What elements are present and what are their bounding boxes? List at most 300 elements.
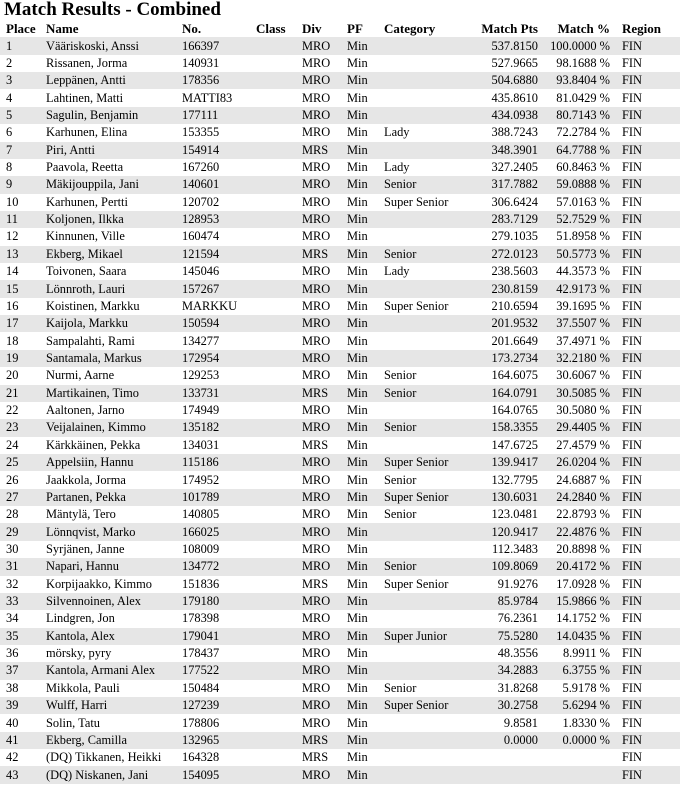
cell-category	[384, 437, 466, 454]
cell-no: 174952	[182, 472, 220, 487]
cell-match-pct: 100.0000 %	[538, 37, 618, 54]
cell-class	[256, 159, 302, 176]
cell-class	[256, 732, 302, 749]
cell-category	[384, 55, 466, 72]
cell-name: Veijalainen, Kimmo	[46, 419, 182, 436]
cell-match-pct: 57.0163 %	[556, 194, 610, 209]
cell-pf: Min	[347, 333, 368, 348]
cell-class	[256, 437, 302, 454]
cell-name: Syrjänen, Janne	[46, 541, 125, 556]
table-row	[0, 593, 680, 610]
cell-pf: Min	[347, 523, 384, 540]
cell-class	[256, 37, 302, 54]
cell-name: Wulff, Harri	[46, 697, 182, 714]
cell-category: Super Senior	[384, 697, 466, 714]
cell-region: FIN	[618, 37, 680, 54]
table-row	[0, 246, 680, 263]
table-row	[0, 176, 680, 193]
cell-region: FIN	[618, 246, 680, 263]
table-row	[0, 419, 680, 436]
column-header-pf: PF	[347, 20, 363, 36]
cell-match-pts: 327.2405	[491, 160, 538, 175]
cell-no: 101789	[182, 489, 256, 506]
cell-pf: Min	[347, 55, 368, 70]
cell-match-pct: 37.5507 %	[538, 315, 618, 332]
cell-match-pct: 17.0928 %	[556, 576, 610, 591]
cell-div: MRO	[302, 315, 347, 332]
cell-pf: Min	[347, 229, 368, 244]
cell-class	[256, 72, 302, 89]
cell-match-pts: 9.8581	[503, 715, 538, 730]
cell-match-pct: 29.4405 %	[538, 419, 618, 436]
cell-match-pct: 60.8463 %	[556, 160, 610, 175]
cell-match-pts: 120.9417	[466, 523, 538, 540]
cell-category	[384, 523, 466, 540]
cell-place: 33	[0, 593, 46, 610]
cell-match-pts: 158.3355	[466, 419, 538, 436]
cell-no: 174949	[182, 403, 220, 418]
cell-category: Senior	[384, 472, 417, 487]
cell-class	[256, 576, 302, 593]
cell-div: MRO	[302, 593, 347, 610]
cell-no: 127239	[182, 697, 256, 714]
cell-place: 28	[6, 507, 19, 522]
cell-no: 177111	[182, 107, 256, 124]
cell-div: MRO	[302, 523, 347, 540]
table-row	[0, 72, 680, 89]
cell-place: 31	[0, 558, 46, 575]
cell-class	[256, 142, 302, 159]
cell-region: FIN	[618, 697, 680, 714]
cell-no: MATTI83	[182, 90, 233, 105]
cell-region: FIN	[622, 160, 642, 175]
cell-no: 178806	[182, 715, 220, 730]
column-header-name: Name	[46, 20, 79, 36]
cell-no: 179180	[182, 593, 256, 610]
cell-pf: Min	[347, 298, 368, 313]
cell-class	[256, 697, 302, 714]
cell-div: MRO	[302, 125, 331, 140]
cell-class	[256, 107, 302, 124]
cell-div: MRO	[302, 611, 331, 626]
table-row	[0, 124, 680, 141]
cell-name: Karhunen, Elina	[46, 125, 128, 140]
cell-match-pts: 434.0938	[466, 107, 538, 124]
cell-pf: Min	[347, 715, 368, 730]
cell-place: 19	[0, 350, 46, 367]
cell-place: 39	[0, 697, 46, 714]
table-row	[0, 489, 680, 506]
cell-class	[256, 628, 302, 645]
cell-class	[256, 176, 302, 193]
cell-match-pts: 139.9417	[466, 454, 538, 471]
cell-region: FIN	[618, 280, 680, 297]
table-row	[0, 107, 680, 124]
cell-class	[256, 766, 302, 783]
cell-name: Kantola, Alex	[46, 628, 182, 645]
cell-name: Mäntylä, Tero	[46, 507, 116, 522]
table-row	[0, 645, 680, 662]
cell-match-pct: 30.5085 %	[538, 385, 618, 402]
cell-place: 11	[0, 211, 46, 228]
table-row	[0, 576, 680, 593]
cell-class	[256, 298, 302, 315]
cell-name: Sampalahti, Rami	[46, 333, 135, 348]
column-header-no: No.	[182, 20, 202, 36]
cell-category: Senior	[384, 419, 466, 436]
cell-pf: Min	[347, 558, 384, 575]
cell-region: FIN	[622, 194, 642, 209]
cell-div: MRO	[302, 454, 347, 471]
cell-match-pts: 109.8069	[466, 558, 538, 575]
cell-match-pts: 348.3901	[466, 142, 538, 159]
cell-region: FIN	[622, 229, 642, 244]
cell-class	[256, 506, 302, 523]
cell-name: Sagulin, Benjamin	[46, 107, 182, 124]
cell-region: FIN	[618, 766, 680, 783]
cell-match-pts: 210.6594	[491, 298, 538, 313]
cell-match-pts: 388.7243	[491, 125, 538, 140]
cell-no: 129253	[182, 368, 220, 383]
cell-match-pts: 306.6424	[491, 194, 538, 209]
column-header-category: Category	[384, 20, 436, 36]
cell-no: MARKKU	[182, 298, 238, 313]
cell-region: FIN	[622, 333, 642, 348]
cell-match-pts: 504.6880	[466, 72, 538, 89]
cell-region: FIN	[618, 142, 680, 159]
cell-pf: Min	[347, 628, 384, 645]
cell-class	[256, 350, 302, 367]
table-row	[0, 662, 680, 679]
cell-pf: Min	[347, 264, 368, 279]
table-row	[0, 680, 680, 697]
cell-class	[256, 419, 302, 436]
cell-region: FIN	[618, 419, 680, 436]
cell-category	[384, 332, 466, 349]
cell-no: 172954	[182, 350, 256, 367]
cell-class	[256, 662, 302, 679]
cell-match-pts: 132.7795	[491, 472, 538, 487]
cell-pf: Min	[347, 593, 384, 610]
cell-category: Senior	[384, 368, 417, 383]
cell-div: MRS	[302, 732, 347, 749]
cell-class	[256, 558, 302, 575]
cell-region: FIN	[622, 507, 642, 522]
cell-match-pts: 31.8268	[497, 680, 538, 695]
cell-region: FIN	[622, 437, 642, 452]
cell-class	[256, 194, 302, 211]
cell-name: Lönnroth, Lauri	[46, 280, 182, 297]
cell-region: FIN	[622, 298, 642, 313]
cell-category: Lady	[384, 160, 410, 175]
cell-match-pct: 5.6294 %	[538, 697, 618, 714]
cell-no: 145046	[182, 264, 220, 279]
cell-pf: Min	[347, 662, 384, 679]
cell-match-pts: 238.5603	[491, 264, 538, 279]
cell-region: FIN	[618, 211, 680, 228]
cell-class	[256, 489, 302, 506]
cell-region: FIN	[622, 576, 642, 591]
cell-match-pts: 527.9665	[491, 55, 538, 70]
cell-match-pct: 5.9178 %	[562, 680, 610, 695]
cell-no: 164328	[182, 750, 220, 765]
cell-class	[256, 385, 302, 402]
cell-pf: Min	[347, 750, 368, 765]
cell-no: 121594	[182, 246, 256, 263]
cell-pf: Min	[347, 680, 368, 695]
cell-div: MRO	[302, 55, 331, 70]
cell-category: Senior	[384, 507, 417, 522]
cell-match-pts: 283.7129	[466, 211, 538, 228]
cell-region: FIN	[618, 176, 680, 193]
cell-pf: Min	[347, 72, 384, 89]
cell-region: FIN	[622, 264, 642, 279]
cell-category	[384, 350, 466, 367]
cell-div: MRO	[302, 229, 331, 244]
cell-name: Paavola, Reetta	[46, 160, 124, 175]
cell-region: FIN	[622, 125, 642, 140]
cell-region: FIN	[618, 107, 680, 124]
cell-name: (DQ) Niskanen, Jani	[46, 766, 182, 783]
cell-category: Senior	[384, 385, 466, 402]
cell-match-pct: 42.9173 %	[538, 280, 618, 297]
cell-class	[256, 263, 302, 280]
cell-name: Aaltonen, Jarno	[46, 403, 125, 418]
cell-div: MRO	[302, 298, 331, 313]
cell-match-pct: 14.1752 %	[556, 611, 610, 626]
cell-region: FIN	[622, 90, 642, 105]
table-row	[0, 211, 680, 228]
cell-name: mörsky, pyry	[46, 646, 112, 661]
cell-place: 29	[0, 523, 46, 540]
cell-region: FIN	[622, 368, 642, 383]
cell-category: Super Senior	[384, 576, 449, 591]
cell-place: 27	[0, 489, 46, 506]
table-row	[0, 558, 680, 575]
cell-match-pct: 0.0000 %	[538, 732, 618, 749]
cell-match-pct: 20.4172 %	[538, 558, 618, 575]
cell-match-pct: 8.9911 %	[562, 646, 610, 661]
cell-div: MRO	[302, 280, 347, 297]
cell-class	[256, 749, 302, 766]
cell-category: Lady	[384, 125, 410, 140]
cell-pf: Min	[347, 697, 384, 714]
cell-match-pts: 164.0791	[466, 385, 538, 402]
cell-category: Super Junior	[384, 628, 466, 645]
cell-pf: Min	[347, 246, 384, 263]
cell-match-pts: 164.0765	[491, 403, 538, 418]
cell-place: 26	[6, 472, 19, 487]
cell-div: MRO	[302, 489, 347, 506]
cell-name: (DQ) Tikkanen, Heikki	[46, 750, 162, 765]
cell-no: 128953	[182, 211, 256, 228]
table-row	[0, 749, 680, 766]
cell-region: FIN	[622, 611, 642, 626]
cell-no: 134031	[182, 437, 220, 452]
cell-pf: Min	[347, 368, 368, 383]
cell-place: 43	[0, 766, 46, 783]
cell-place: 20	[6, 368, 19, 383]
cell-region: FIN	[618, 72, 680, 89]
cell-category: Super Senior	[384, 194, 449, 209]
cell-no: 134772	[182, 558, 256, 575]
cell-no: 151836	[182, 576, 220, 591]
cell-pf: Min	[347, 315, 384, 332]
cell-no: 167260	[182, 160, 220, 175]
cell-region: FIN	[618, 593, 680, 610]
table-row	[0, 350, 680, 367]
cell-div: MRO	[302, 264, 331, 279]
cell-category	[384, 645, 466, 662]
table-row	[0, 541, 680, 558]
cell-match-pct: 81.0429 %	[556, 90, 610, 105]
cell-match-pts: 85.9784	[466, 593, 538, 610]
cell-class	[256, 280, 302, 297]
cell-class	[256, 454, 302, 471]
cell-match-pct: 27.4579 %	[556, 437, 610, 452]
cell-match-pts: 164.6075	[491, 368, 538, 383]
cell-div: MRO	[302, 419, 347, 436]
cell-region: FIN	[622, 472, 642, 487]
cell-place: 37	[0, 662, 46, 679]
cell-name: Lahtinen, Matti	[46, 90, 124, 105]
cell-region: FIN	[618, 385, 680, 402]
cell-region: FIN	[622, 55, 642, 70]
cell-match-pts: 201.6649	[491, 333, 538, 348]
cell-name: Kantola, Armani Alex	[46, 662, 182, 679]
cell-match-pts: 75.5280	[466, 628, 538, 645]
cell-place: 36	[6, 646, 19, 661]
cell-place: 5	[0, 107, 46, 124]
cell-match-pct: 52.7529 %	[538, 211, 618, 228]
cell-class	[256, 714, 302, 731]
cell-no: 154095	[182, 766, 256, 783]
cell-no: 115186	[182, 454, 256, 471]
column-header-region: Region	[622, 20, 661, 36]
cell-match-pct: 6.3755 %	[538, 662, 618, 679]
cell-category	[384, 72, 466, 89]
cell-pf: Min	[347, 419, 384, 436]
cell-match-pct: 93.8404 %	[538, 72, 618, 89]
cell-name: Ekberg, Mikael	[46, 246, 182, 263]
cell-pf: Min	[347, 454, 384, 471]
cell-place: 21	[0, 385, 46, 402]
cell-pf: Min	[347, 507, 368, 522]
cell-name: Lindgren, Jon	[46, 611, 115, 626]
cell-place: 3	[0, 72, 46, 89]
table-row	[0, 228, 680, 245]
cell-no: 178356	[182, 72, 256, 89]
cell-class	[256, 315, 302, 332]
page-title: Match Results - Combined	[4, 0, 221, 20]
cell-div: MRO	[302, 194, 331, 209]
cell-div: MRO	[302, 628, 347, 645]
cell-pf: Min	[347, 176, 384, 193]
cell-place: 34	[6, 611, 19, 626]
cell-pf: Min	[347, 576, 368, 591]
cell-category	[384, 402, 466, 419]
table-row	[0, 732, 680, 749]
cell-div: MRS	[302, 142, 347, 159]
cell-name: Koistinen, Markku	[46, 298, 140, 313]
cell-pf: Min	[347, 403, 368, 418]
cell-pf: Min	[347, 766, 384, 783]
cell-category	[384, 662, 466, 679]
cell-match-pct: 59.0888 %	[538, 176, 618, 193]
table-row	[0, 332, 680, 349]
cell-class	[256, 55, 302, 72]
cell-no: 166397	[182, 37, 256, 54]
cell-div: MRO	[302, 662, 347, 679]
cell-match-pct: 22.8793 %	[556, 507, 610, 522]
cell-category	[384, 541, 466, 558]
cell-div: MRO	[302, 160, 331, 175]
cell-category	[384, 610, 466, 627]
cell-no: 108009	[182, 541, 220, 556]
cell-div: MRO	[302, 403, 331, 418]
table-row	[0, 55, 680, 72]
cell-region: FIN	[622, 715, 642, 730]
results-table-body	[0, 37, 680, 783]
cell-match-pts: 130.6031	[466, 489, 538, 506]
cell-match-pts: 34.2883	[466, 662, 538, 679]
cell-category	[384, 228, 466, 245]
cell-category: Senior	[384, 176, 466, 193]
cell-match-pct: 72.2784 %	[556, 125, 610, 140]
cell-region: FIN	[618, 732, 680, 749]
cell-div: MRO	[302, 350, 347, 367]
cell-div: MRO	[302, 90, 331, 105]
table-row	[0, 471, 680, 488]
cell-pf: Min	[347, 90, 368, 105]
cell-region: FIN	[618, 523, 680, 540]
cell-name: Jaakkola, Jorma	[46, 472, 126, 487]
cell-no: 153355	[182, 125, 220, 140]
cell-match-pts: 91.9276	[497, 576, 538, 591]
cell-no: 179041	[182, 628, 256, 645]
cell-pf: Min	[347, 489, 384, 506]
table-row	[0, 697, 680, 714]
table-row	[0, 159, 680, 176]
column-header-match-pts: Match Pts	[481, 20, 538, 36]
cell-name: Ekberg, Camilla	[46, 732, 182, 749]
cell-place: 23	[0, 419, 46, 436]
cell-region: FIN	[622, 680, 642, 695]
cell-no: 140931	[182, 55, 220, 70]
cell-name: Kärkkäinen, Pekka	[46, 437, 141, 452]
cell-div: MRO	[302, 715, 331, 730]
cell-no: 150484	[182, 680, 220, 695]
cell-no: 120702	[182, 194, 220, 209]
cell-place: 8	[6, 160, 13, 175]
cell-match-pts: 435.8610	[491, 90, 538, 105]
cell-class	[256, 680, 302, 697]
table-row	[0, 263, 680, 280]
cell-category	[384, 142, 466, 159]
cell-class	[256, 246, 302, 263]
cell-match-pct: 26.0204 %	[538, 454, 618, 471]
cell-place: 24	[6, 437, 19, 452]
cell-place: 6	[6, 125, 13, 140]
cell-category	[384, 732, 466, 749]
cell-category	[384, 89, 466, 106]
table-row	[0, 506, 680, 523]
cell-category	[384, 714, 466, 731]
column-header-class: Class	[256, 20, 286, 36]
cell-no: 160474	[182, 229, 220, 244]
cell-class	[256, 367, 302, 384]
cell-pf: Min	[347, 125, 368, 140]
